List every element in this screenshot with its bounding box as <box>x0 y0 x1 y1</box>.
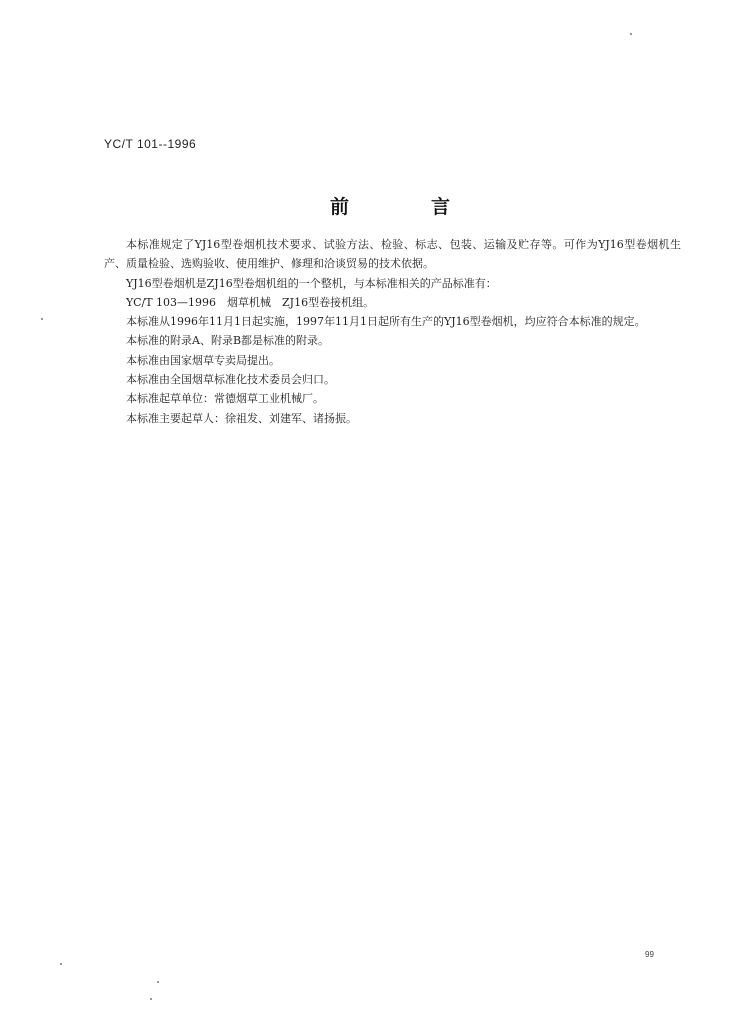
scan-speck <box>41 318 43 320</box>
paragraph: YC/T 103—1996 烟草机械 ZJ16型卷接机组。 <box>126 295 375 309</box>
paragraph: 本标准从1996年11月1日起实施，1997年11月1日起所有生产的YJ16型卷烟机，均应符合本标准的规定。 <box>126 315 646 329</box>
scan-speck <box>157 981 159 983</box>
section-title-left: 前 <box>330 196 350 218</box>
standard-code: YC/T 101--1996 <box>104 137 197 151</box>
paragraph: 本标准由全国烟草标准化技术委员会归口。 <box>126 373 335 387</box>
scan-speck <box>630 33 632 35</box>
paragraph: 本标准规定了YJ16型卷烟机技术要求、试验方法、检验、标志、包装、运输及贮存等。可作为YJ16型卷烟机生产、质量检验、选购验收、使用维护、修理和洽谈贸易的技术依据。 <box>104 238 681 271</box>
section-title-right: 言 <box>430 196 450 218</box>
paragraph: 本标准起草单位：常德烟草工业机械厂。 <box>126 392 324 406</box>
foreword-body <box>104 235 681 428</box>
page-number: 99 <box>645 950 654 959</box>
paragraph: 本标准由国家烟草专卖局提出。 <box>126 353 280 367</box>
paragraph: YJ16型卷烟机是ZJ16型卷烟机组的一个整机，与本标准相关的产品标准有： <box>126 276 497 290</box>
scan-speck <box>150 998 152 1000</box>
section-title <box>330 192 450 219</box>
paragraph: 本标准主要起草人：徐祖发、刘建军、诸扬振。 <box>126 411 357 425</box>
scan-speck <box>60 963 62 965</box>
paragraph: 本标准的附录A、附录B都是标准的附录。 <box>126 334 330 348</box>
